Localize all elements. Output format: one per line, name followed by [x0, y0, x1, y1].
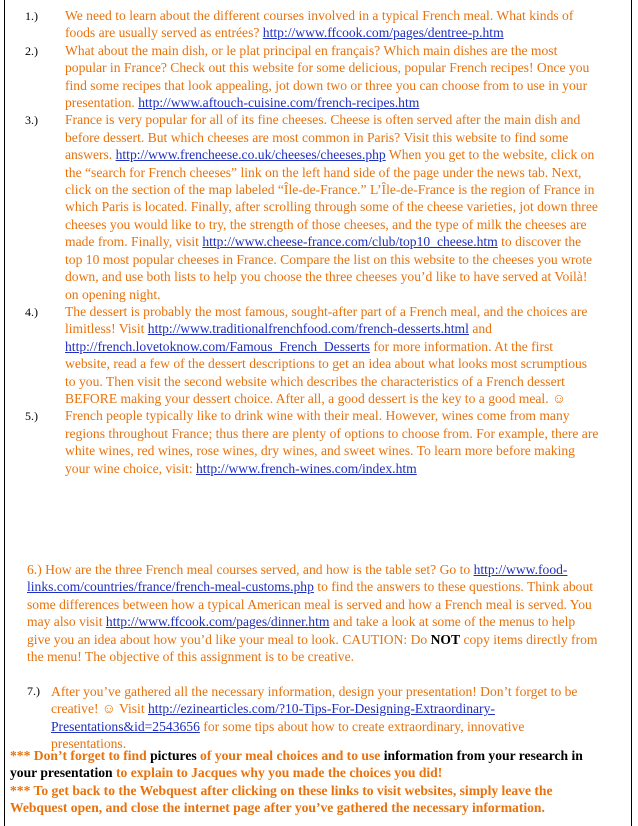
text-segment: for some tips about how to create extraordinary, innovative presentations.	[51, 718, 525, 752]
text-segment: and	[468, 321, 492, 337]
item-number: 1.)	[25, 9, 38, 23]
text-segment: What about the main dish, or le plat principal en français? Which main dishes are the most popular in France? Check out this website for some delicious, popular French recipes! Once you find some recipes that look appealing, jot down two or three you can choose from to use in your presentation.	[65, 42, 590, 111]
text-segment: France is very popular for all of its fine cheeses. Cheese is often served after the main dish and before dessert. But which cheeses are most common in Paris? Visit this website to find some answers.	[65, 112, 581, 163]
item-text	[51, 683, 599, 753]
text-segment: to find the answers to these questions. Think about some differences between how a typical American meal is served and how a French meal is served. You may also visit	[27, 579, 594, 630]
note-segment: to explain to Jacques why you made the choices you did!	[112, 765, 443, 781]
item-number: 4.)	[25, 304, 38, 319]
note-emphasis: pictures	[150, 748, 197, 763]
text-segment: for more information. At the first website, read a few of the dessert descriptions to get an idea about what looks most scrumptious to you. Then visit the second website which describes the characteristics of a French dessert BEFORE making your dessert choice. After all, a good dessert is the key to a good meal. ☺	[65, 338, 588, 406]
link-wines[interactable]: http://www.french-wines.com/index.htm	[196, 460, 417, 476]
item-number: 5.)	[25, 409, 38, 424]
list-item	[5, 407, 632, 477]
numbered-list	[5, 7, 632, 477]
text-segment: copy items directly from the menu! The objective of this assignment is to be creative.	[27, 631, 598, 665]
note-segment: of your meal choices and to use	[196, 748, 384, 763]
note-2: *** To get back to the Webquest after clicking on these links to visit websites, simply leave the Webquest open, and close the internet page after you’ve gathered the necessary information.	[10, 782, 553, 816]
text-segment: When you get to the website, click on the “search for French cheeses” link on the left hand side of the page under the news tab. Next, click on the section of the map labeled “Île-de-France.” L’Île-de-France is the region of France in which Paris is located. Finally, after scrolling through some of the cheese varieties, jot down three cheeses you would like to try, the strength of those cheeses, and the type of milk the cheeses are made from. Finally, visit	[65, 147, 598, 250]
link-ezinearticles[interactable]: http://ezinearticles.com/?10-Tips-For-Designing-Extraordinary-Presentations&id=2543656	[51, 701, 495, 734]
item-text	[65, 42, 601, 112]
list-item	[5, 303, 632, 407]
text-segment: and take a look at some of the menus to help give you an idea about how you’d like your meal to look. CAUTION: Do	[27, 614, 576, 647]
list-item	[5, 7, 632, 42]
item-number: 2.)	[25, 43, 38, 58]
item-text	[65, 7, 601, 42]
link-dinner[interactable]: http://www.ffcook.com/pages/dinner.htm	[105, 614, 330, 630]
text-segment: 6.) How are the three French meal courses served, and how is the table set? Go to	[27, 562, 474, 577]
text-segment: French people typically like to drink wine with their meal. However, wines come from many regions throughout France; thus there are plenty of options to choose from. For example, there are white wines, red wines, rose wines, dry wines, and sweet wines. To learn more before making your wine choice, visit:	[65, 408, 599, 476]
link-desserts[interactable]: http://www.traditionalfrenchfood.com/french-desserts.html	[147, 321, 469, 337]
text-segment: The dessert is probably the most famous, sought-after part of a French meal, and the choices are limitless! Visit	[65, 303, 588, 337]
item-text	[65, 303, 601, 407]
link-famous-desserts[interactable]: http://french.lovetoknow.com/Famous_French_Desserts	[65, 338, 370, 354]
link-entree[interactable]: http://www.ffcook.com/pages/dentree-p.htm	[262, 25, 504, 41]
item-number: 7.)	[27, 684, 40, 698]
item-text	[65, 407, 601, 477]
note-emphasis: information from your research in your presentation	[10, 748, 583, 781]
list-item	[5, 42, 632, 112]
list-item-7	[5, 683, 632, 753]
text-segment: We need to learn about the different courses involved in a typical French meal. What kinds of foods are usually served as entrées?	[65, 8, 574, 41]
document-page	[4, 0, 632, 826]
link-cheese-top10[interactable]: http://www.cheese-france.com/club/top10_cheese.htm	[202, 234, 498, 250]
item-number: 3.)	[25, 113, 38, 128]
paragraph-6	[27, 561, 599, 665]
bold-not: NOT	[430, 631, 461, 647]
list-item	[5, 111, 632, 302]
text-segment: to discover the top 10 most popular cheeses in France. Compare the list on this website to the cheeses you wrote down, and use both lists to help you choose the three cheeses you’d like to have served at Voilà! on opening night.	[65, 234, 593, 302]
link-meal-customs[interactable]: http://www.food-links.com/countries/france/french-meal-customs.php	[27, 562, 568, 595]
link-frencheese[interactable]: http://www.frencheese.co.uk/cheeses/cheeses.php	[115, 147, 386, 163]
item-text	[65, 111, 601, 302]
note-1	[10, 747, 610, 782]
reminder-notes	[10, 747, 610, 817]
text-segment: After you’ve gathered all the necessary information, design your presentation! Don’t forget to be creative! ☺ Visit	[51, 684, 578, 717]
link-recipes[interactable]: http://www.aftouch-cuisine.com/french-recipes.htm	[138, 95, 420, 111]
note-segment: *** Don’t forget to find	[10, 748, 151, 763]
